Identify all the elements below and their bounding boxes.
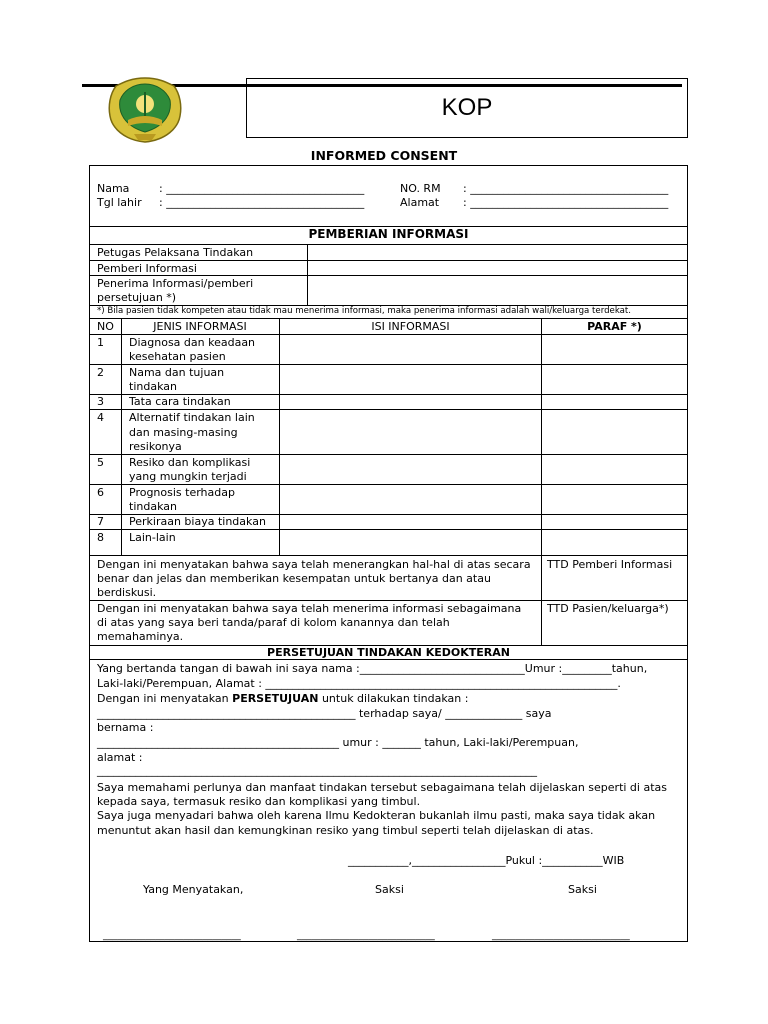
saksi-1-label: Saksi	[375, 883, 404, 896]
row-jenis: tindakan	[129, 380, 177, 393]
divider	[541, 318, 542, 555]
pemberi-label: Pemberi Informasi	[97, 262, 197, 275]
statement-1: berdiskusi.	[97, 586, 157, 599]
statement-1: benar dan jelas dan memberikan kesempatan untuk bertanya dan atau	[97, 572, 491, 585]
statement-2: di atas yang saya beri tanda/paraf di kolom kanannya dan telah	[97, 616, 450, 629]
row-jenis: resikonya	[129, 440, 182, 453]
kop-label: KOP	[441, 94, 493, 121]
divider	[89, 529, 688, 530]
row-jenis: yang mungkin terjadi	[129, 470, 247, 483]
alamat-field[interactable]: : ____________________________________	[463, 196, 669, 209]
row-no: 6	[97, 486, 104, 499]
statement-text: Dengan ini menyatakan	[97, 692, 233, 705]
divider	[89, 555, 688, 556]
yang-menyatakan-label: Yang Menyatakan,	[143, 883, 244, 896]
bernama-line[interactable]: ____________________________________________ umur : _______ tahun, Laki-laki/Perempuan,	[97, 736, 579, 749]
alamat-label: Alamat	[400, 196, 440, 209]
row-no: 8	[97, 531, 104, 544]
col-jenis: JENIS INFORMASI	[153, 320, 247, 333]
row-no: 5	[97, 456, 104, 469]
signature-line-saksi-2[interactable]: _____________________________	[492, 930, 630, 941]
row-jenis: Alternatif tindakan lain	[129, 411, 255, 424]
statement-text: untuk dilakukan tindakan :	[318, 692, 469, 705]
row-jenis: Diagnosa dan keadaan	[129, 336, 256, 349]
row-jenis: kesehatan pasien	[129, 350, 226, 363]
signature-line-menyatakan[interactable]: _____________________________	[103, 930, 241, 941]
col-no: NO	[97, 320, 114, 333]
row-no: 2	[97, 366, 104, 379]
tindakan-line[interactable]: _______________________________________________ terhadap saya/ ______________ saya	[97, 707, 552, 720]
ttd-pemberi-label: TTD Pemberi Informasi	[547, 558, 673, 571]
statement-2: memahaminya.	[97, 630, 184, 643]
persetujuan-alamat-line[interactable]: Laki-laki/Perempuan, Alamat : ________________________________________________________________.	[97, 677, 621, 690]
penerima-label: Penerima Informasi/pemberi	[97, 277, 254, 290]
pemberian-note: *) Bila pasien tidak kompeten atau tidak mau menerima informasi, maka penerima informasi adalah wali/keluarga terdekat.	[97, 306, 632, 316]
tgl-lahir-label: Tgl lahir	[97, 196, 142, 209]
col-isi: ISI INFORMASI	[371, 320, 450, 333]
tanggal-pukul-line[interactable]: ___________,_________________Pukul :___________WIB	[348, 854, 625, 867]
row-no: 7	[97, 515, 104, 528]
divider	[279, 318, 280, 555]
row-jenis: Perkiraan biaya tindakan	[129, 515, 266, 528]
persetujuan-keyword: PERSETUJUAN	[232, 692, 319, 705]
petugas-label: Petugas Pelaksana Tindakan	[97, 246, 254, 259]
divider	[121, 318, 122, 555]
statement-2: Dengan ini menyatakan bahwa saya telah menerima informasi sebagaimana	[97, 602, 522, 615]
row-no: 1	[97, 336, 104, 349]
pernyataan-text: Saya memahami perlunya dan manfaat tindakan tersebut sebagaimana telah dijelaskan seperti di atas	[97, 781, 667, 794]
row-jenis: Resiko dan komplikasi	[129, 456, 251, 469]
saksi-2-label: Saksi	[568, 883, 597, 896]
pernyataan-text: menuntut akan hasil dan kemungkinan resiko yang timbul seperti telah dijelaskan di atas.	[97, 824, 594, 837]
ttd-pasien-label: TTD Pasien/keluarga*)	[547, 602, 669, 615]
pernyataan-text: Saya juga menyadari bahwa oleh karena Ilmu Kedokteran bukanlah ilmu pasti, maka saya tidak akan	[97, 809, 656, 822]
row-jenis: Prognosis terhadap	[129, 486, 235, 499]
row-jenis: Lain-lain	[129, 531, 176, 544]
row-jenis: Tata cara tindakan	[129, 395, 231, 408]
col-paraf: PARAF *)	[587, 320, 642, 333]
signature-line-saksi-1[interactable]: _____________________________	[297, 930, 435, 941]
kop-box	[246, 78, 688, 138]
row-no: 4	[97, 411, 104, 424]
no-rm-label: NO. RM	[400, 182, 441, 195]
row-jenis: Nama dan tujuan	[129, 366, 225, 379]
statement-1: Dengan ini menyatakan bahwa saya telah menerangkan hal-hal di atas secara	[97, 558, 531, 571]
hospital-logo-emblem	[106, 76, 184, 144]
alamat-line[interactable]: ________________________________________________________________________________	[97, 764, 537, 777]
row-jenis: tindakan	[129, 500, 177, 513]
persetujuan-nama-line[interactable]: Yang bertanda tangan di bawah ini saya nama :______________________________Umur :_________tahun,	[97, 662, 648, 675]
divider	[89, 659, 688, 660]
divider	[307, 244, 308, 305]
pernyataan-text: kepada saya, termasuk resiko dan komplikasi yang timbul.	[97, 795, 421, 808]
nama-label: Nama	[97, 182, 130, 195]
row-no: 3	[97, 395, 104, 408]
no-rm-field[interactable]: : ____________________________________	[463, 182, 669, 195]
pemberian-heading: PEMBERIAN INFORMASI	[308, 227, 469, 241]
alamat-label-2: alamat :	[97, 751, 143, 764]
nama-field[interactable]: : ____________________________________	[159, 182, 365, 195]
bernama-label: bernama :	[97, 721, 154, 734]
tgl-lahir-field[interactable]: : ____________________________________	[159, 196, 365, 209]
row-jenis: dan masing-masing	[129, 426, 238, 439]
penerima-label-2: persetujuan *)	[97, 291, 177, 304]
persetujuan-heading: PERSETUJUAN TINDAKAN KEDOKTERAN	[267, 646, 510, 659]
persetujuan-statement	[97, 691, 468, 706]
form-title: INFORMED CONSENT	[310, 148, 458, 163]
